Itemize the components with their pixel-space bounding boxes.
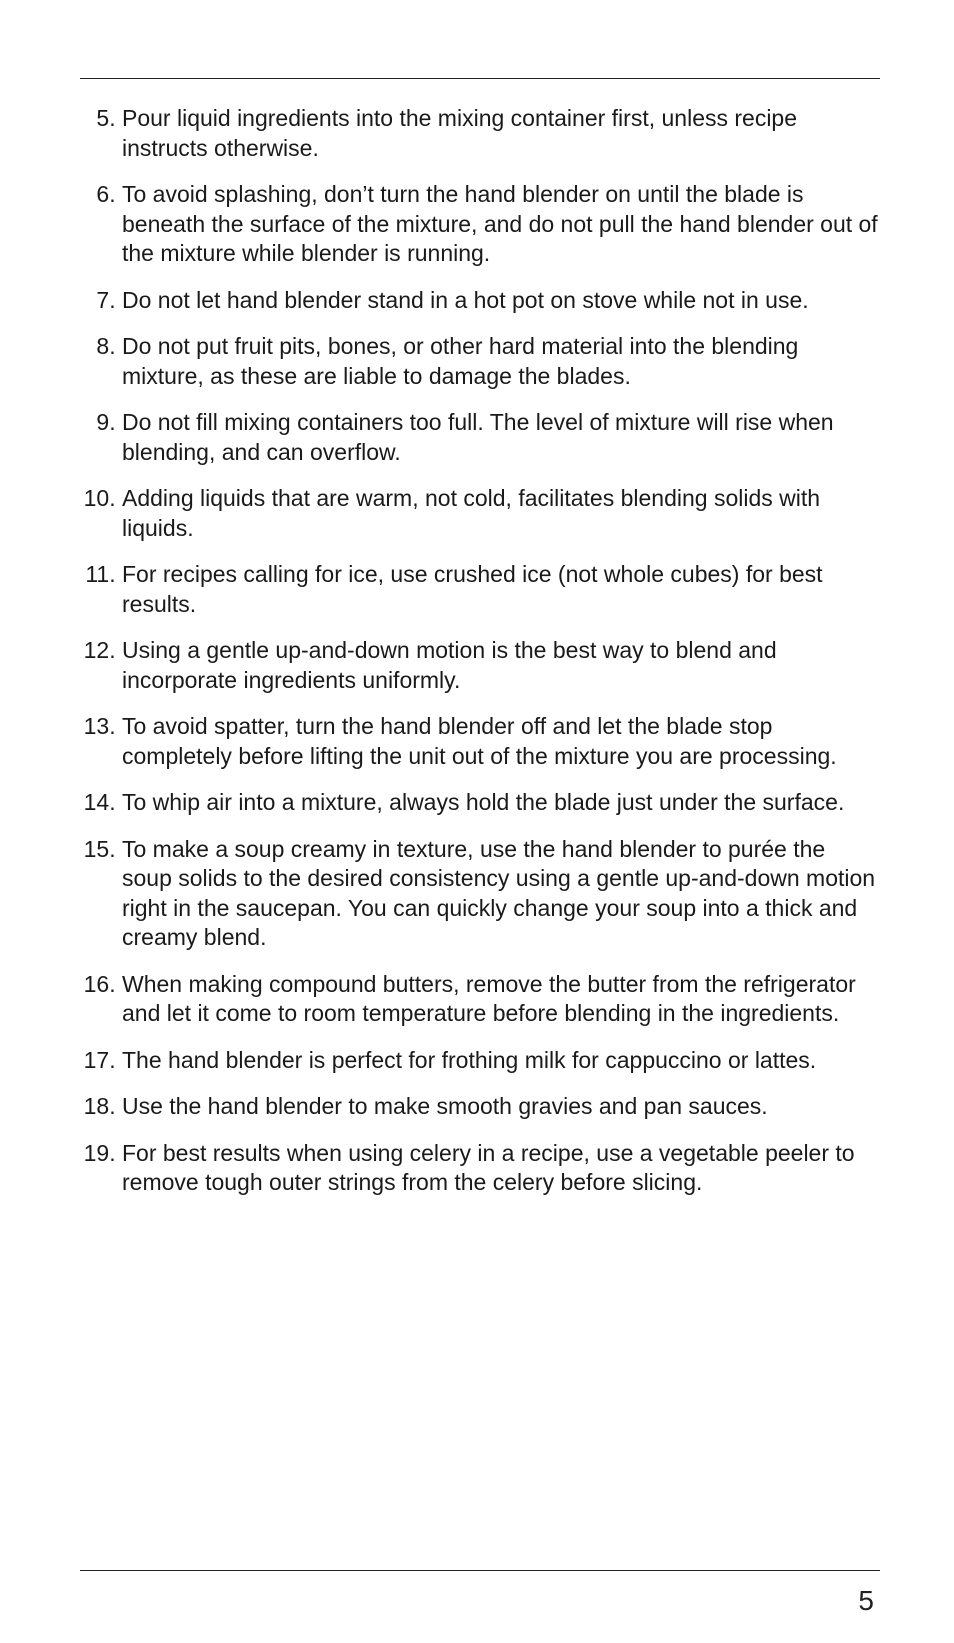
- item-number: 16.: [83, 970, 122, 997]
- item-number: 9.: [96, 409, 122, 435]
- list-item: [78, 104, 880, 163]
- item-number: 17.: [83, 1046, 122, 1073]
- item-number: 7.: [96, 286, 122, 313]
- list-item: [78, 1092, 880, 1122]
- tips-list: [78, 104, 880, 1215]
- item-text: Do not let hand blender stand in a hot pot on stove while not in use.: [122, 286, 809, 313]
- list-item: [78, 408, 880, 467]
- item-number: 19.: [83, 1139, 122, 1166]
- item-number: 13.: [83, 713, 122, 739]
- item-text: Use the hand blender to make smooth gravies and pan sauces.: [122, 1093, 768, 1119]
- item-number: 18.: [83, 1093, 122, 1119]
- item-text: To avoid spatter, turn the hand blender off and let the blade stop completely before lifting the unit out of the mixture you are processing.: [122, 713, 837, 769]
- item-text: Adding liquids that are warm, not cold, facilitates blending solids with liquids.: [122, 485, 821, 541]
- list-item: [78, 1139, 880, 1198]
- item-number: 5.: [96, 105, 122, 131]
- item-number: 8.: [96, 333, 122, 359]
- page-number: 5: [858, 1585, 874, 1616]
- item-number: 14.: [83, 789, 122, 815]
- item-text: For recipes calling for ice, use crushed ice (not whole cubes) for best results.: [122, 561, 823, 617]
- list-item: [78, 286, 880, 316]
- item-text: Do not put fruit pits, bones, or other hard material into the blending mixture, as these are liable to damage the blades.: [122, 333, 799, 389]
- list-item: [78, 835, 880, 953]
- item-text: To avoid splashing, don’t turn the hand blender on until the blade is beneath the surface of the mixture, and do not pull the hand blender out of the mixture while blender is running.: [122, 181, 878, 266]
- item-text: When making compound butters, remove the butter from the refrigerator and let it come to room temperature before blending in the ingredients.: [122, 970, 856, 1026]
- list-item: [78, 180, 880, 269]
- item-text: Pour liquid ingredients into the mixing container first, unless recipe instructs otherwise.: [122, 105, 798, 161]
- list-item: [78, 712, 880, 771]
- item-text: For best results when using celery in a recipe, use a vegetable peeler to remove tough outer strings from the celery before slicing.: [122, 1139, 855, 1195]
- item-number: 12.: [83, 637, 122, 663]
- top-rule: [80, 78, 880, 79]
- list-item: [78, 484, 880, 543]
- item-text: Do not fill mixing containers too full. The level of mixture will rise when blending, and can overflow.: [122, 409, 834, 465]
- list-item: [78, 636, 880, 695]
- item-text: The hand blender is perfect for frothing milk for cappuccino or lattes.: [122, 1046, 817, 1073]
- list-item: [78, 970, 880, 1029]
- list-item: [78, 332, 880, 391]
- item-text: To whip air into a mixture, always hold the blade just under the surface.: [122, 789, 845, 815]
- list-item: [78, 560, 880, 619]
- list-item: [78, 1046, 880, 1076]
- bottom-rule: [80, 1570, 880, 1571]
- item-number: 10.: [83, 485, 122, 511]
- item-number: 15.: [83, 835, 122, 862]
- item-text: Using a gentle up-and-down motion is the best way to blend and incorporate ingredients uniformly.: [122, 637, 777, 693]
- item-text: To make a soup creamy in texture, use the hand blender to purée the soup solids to the desired consistency using a gentle up-and-down motion right in the saucepan. You can quickly change your soup into a thick and creamy blend.: [122, 835, 876, 950]
- list-item: [78, 788, 880, 818]
- item-number: 6.: [96, 181, 122, 207]
- item-number: 11.: [85, 561, 122, 587]
